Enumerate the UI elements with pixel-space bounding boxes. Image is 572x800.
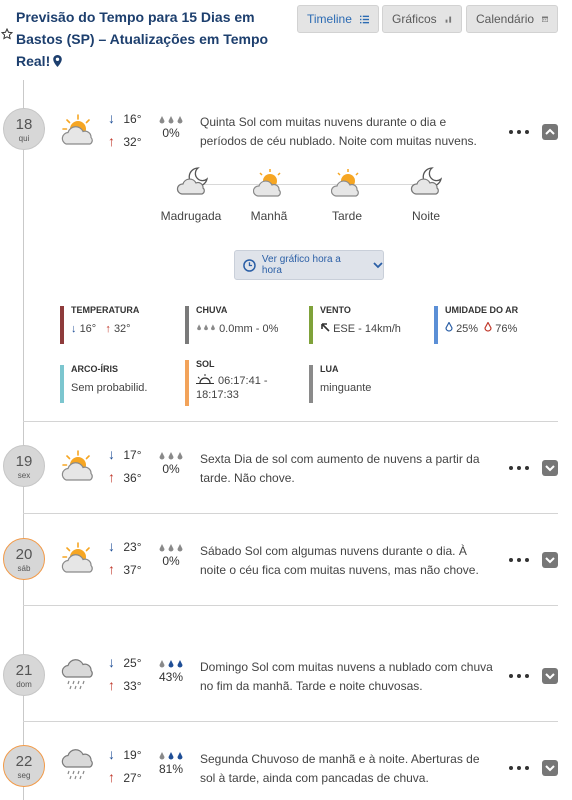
day-number: 20: [15, 546, 33, 563]
min-temp: [108, 540, 142, 554]
day-number: 18: [15, 116, 33, 133]
metric-sol: [185, 360, 305, 406]
more-options-icon[interactable]: [508, 555, 530, 565]
day-of-week: qui: [18, 134, 30, 143]
metric-label: UMIDADE DO AR: [445, 305, 519, 315]
max-temp-value: 33°: [123, 679, 142, 693]
day-of-week: seg: [17, 771, 31, 780]
day-description: Segunda Chuvoso de manhã e à noite. Aberturas de sol à tarde, ainda com pancadas de chuva.: [200, 752, 480, 785]
min-temp: [108, 748, 142, 762]
day-number: 19: [15, 453, 33, 470]
metric-chuva: [185, 306, 305, 344]
wind-direction-icon: [320, 322, 330, 332]
sunset-time: 18:17:33: [196, 389, 239, 401]
arrow-down-icon: ↓: [108, 538, 115, 554]
max-temp: [108, 679, 142, 693]
more-options-icon[interactable]: [508, 763, 530, 773]
rain-chance: [158, 114, 184, 140]
day-badge: [3, 654, 45, 696]
day-badge: [3, 538, 45, 580]
chevron-down-icon[interactable]: [542, 668, 558, 684]
metric-value: [320, 322, 429, 337]
moon-cloud-icon: [410, 166, 444, 196]
humidity-min: 25%: [456, 323, 479, 335]
arrow-down-icon: ↓: [71, 323, 77, 335]
day-badge: [3, 745, 45, 787]
max-temp: [108, 771, 142, 785]
day-divider: [23, 513, 558, 514]
list-icon: [360, 14, 369, 25]
tab-graficos-label: Gráficos: [392, 12, 437, 26]
rain-chance: [158, 658, 184, 684]
calendar-icon: [542, 13, 548, 25]
day-of-week: sex: [17, 471, 31, 480]
rain-chance-value: 0%: [162, 126, 180, 140]
min-temp: [108, 112, 142, 126]
more-options-icon[interactable]: [508, 463, 530, 473]
max-temp-value: 27°: [123, 771, 142, 785]
metric-label: SOL: [196, 359, 215, 369]
metric-label: ARCO-ÍRIS: [71, 364, 118, 374]
day-badge: [3, 445, 45, 487]
min-temp-value: 17°: [123, 448, 142, 462]
metric-value: [71, 322, 180, 337]
rain-chance-value: 81%: [158, 762, 184, 776]
sunrise-icon: [196, 374, 214, 384]
drops-icon: [158, 542, 184, 554]
max-temp: [108, 471, 142, 485]
humidity-max: 76%: [495, 323, 518, 335]
drops-icon: [158, 450, 184, 462]
day-description: Sábado Sol com algumas nuvens durante o dia. À noite o céu fica com muitas nuvens, mas não chove.: [200, 544, 479, 577]
hourly-button-label: Ver gráfico hora a hora: [261, 254, 341, 276]
drops-icon: [196, 323, 216, 332]
rain-cloud-icon: [58, 745, 98, 781]
tab-timeline-label: Timeline: [307, 12, 352, 26]
day-description: Quinta Sol com muitas nuvens durante o dia e períodos de céu nublado. Noite com muitas nuvens.: [200, 115, 477, 148]
bar-chart-icon: [445, 13, 452, 25]
day-of-week: dom: [16, 680, 32, 689]
metric-label: TEMPERATURA: [71, 305, 140, 315]
sun-cloud-icon: [331, 168, 365, 198]
more-options-icon[interactable]: [508, 127, 530, 137]
drop-red-icon: [484, 322, 492, 332]
chevron-down-icon[interactable]: [542, 760, 558, 776]
chevron-up-icon[interactable]: [542, 124, 558, 140]
arrow-up-icon: ↑: [105, 323, 111, 335]
rain-value: 0.0mm - 0%: [219, 323, 279, 335]
tab-calendario-label: Calendário: [476, 12, 535, 26]
sun-cloud-icon: [58, 540, 98, 576]
rain-chance-value: 0%: [162, 462, 180, 476]
metric-value: minguante: [320, 382, 372, 394]
drops-icon: [158, 114, 184, 126]
rain-chance-value: 43%: [158, 670, 184, 684]
metric-umidade: [434, 306, 554, 344]
min-temp-value: 19°: [123, 748, 142, 762]
metric-value: [196, 374, 305, 402]
day-of-week: sáb: [17, 564, 31, 573]
period-label: Manhã: [250, 209, 288, 223]
hourly-chart-button[interactable]: [234, 250, 384, 280]
sun-cloud-icon: [253, 168, 287, 198]
day-description: Domingo Sol com muitas nuvens a nublado com chuva no fim da manhã. Tarde e noite chuvosas.: [200, 660, 493, 693]
page-title-text: Previsão do Tempo para 15 Dias em Bastos (SP) – Atualizações em Tempo Real!: [16, 9, 269, 69]
metric-label: LUA: [320, 364, 339, 374]
drops-icon: [158, 750, 184, 762]
metric-value: [196, 322, 305, 337]
max-temp: [108, 563, 142, 577]
max-temp-value: 36°: [123, 471, 142, 485]
day-number: 22: [15, 753, 33, 770]
location-pin-icon: [53, 55, 62, 67]
arrow-up-icon: ↑: [108, 561, 115, 577]
metric-temperatura: [60, 306, 180, 344]
max-temp: [108, 135, 142, 149]
arrow-down-icon: ↓: [108, 446, 115, 462]
tab-timeline[interactable]: [297, 5, 379, 33]
rain-chance: [158, 542, 184, 568]
wind-value: ESE - 14km/h: [333, 323, 401, 335]
temp-max: 32°: [113, 323, 131, 335]
chevron-down-icon: [373, 261, 383, 269]
more-options-icon[interactable]: [508, 671, 530, 681]
min-temp-value: 25°: [123, 656, 142, 670]
temp-min: 16°: [79, 323, 97, 335]
min-temp: [108, 448, 142, 462]
rain-chance: [158, 750, 184, 776]
rain-chance: [158, 450, 184, 476]
min-temp-value: 16°: [123, 112, 142, 126]
chevron-down-icon[interactable]: [542, 460, 558, 476]
drop-blue-icon: [445, 322, 453, 332]
day-divider: [23, 605, 558, 606]
period-connector: [192, 184, 428, 185]
sun-cloud-icon: [58, 112, 98, 148]
metric-label: CHUVA: [196, 305, 228, 315]
metric-vento: [309, 306, 429, 344]
period-label: Tarde: [331, 209, 363, 223]
rain-chance-value: 0%: [162, 554, 180, 568]
day-badge: [3, 108, 45, 150]
arrow-up-icon: ↑: [108, 769, 115, 785]
moon-cloud-icon: [176, 166, 210, 196]
arrow-down-icon: ↓: [108, 746, 115, 762]
arrow-down-icon: ↓: [108, 654, 115, 670]
page-header: [0, 0, 572, 100]
day-divider: [23, 421, 558, 422]
drops-icon: [158, 658, 184, 670]
day-number: 21: [15, 662, 33, 679]
metric-value: [445, 322, 554, 337]
clock-icon: [243, 259, 256, 272]
min-temp-value: 23°: [123, 540, 142, 554]
arrow-up-icon: ↑: [108, 469, 115, 485]
day-description: Sexta Dia de sol com aumento de nuvens a partir da tarde. Não chove.: [200, 452, 480, 485]
metric-arco-iris: [60, 365, 180, 403]
arrow-up-icon: ↑: [108, 677, 115, 693]
day-divider: [23, 721, 558, 722]
chevron-down-icon[interactable]: [542, 552, 558, 568]
sun-cloud-icon: [58, 448, 98, 484]
metric-label: VENTO: [320, 305, 351, 315]
period-label: Noite: [411, 209, 440, 223]
max-temp-value: 32°: [123, 135, 142, 149]
min-temp: [108, 656, 142, 670]
sunrise-time: 06:17:41 -: [218, 375, 268, 387]
rain-cloud-icon: [58, 655, 98, 691]
page-title: [16, 6, 296, 72]
metric-lua: [309, 365, 429, 403]
arrow-down-icon: ↓: [108, 110, 115, 126]
star-outline-icon[interactable]: [1, 28, 13, 40]
arrow-up-icon: ↑: [108, 133, 115, 149]
metric-value: Sem probabilid.: [71, 382, 148, 394]
tab-calendario[interactable]: [466, 5, 558, 33]
max-temp-value: 37°: [123, 563, 142, 577]
tab-graficos[interactable]: [382, 5, 462, 33]
period-label: Madrugada: [160, 209, 222, 223]
